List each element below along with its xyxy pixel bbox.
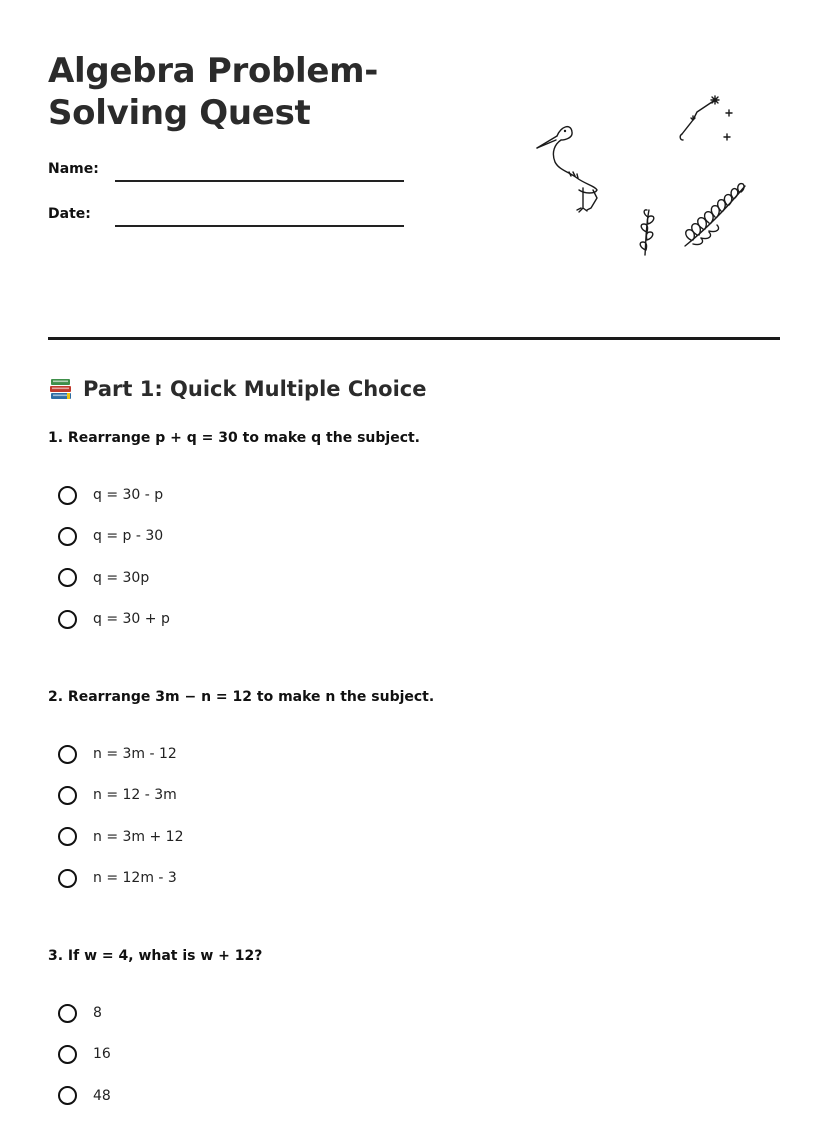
- small-sprig-icon: [640, 210, 654, 255]
- option-label: n = 12 - 3m: [93, 787, 177, 804]
- radio-button[interactable]: [58, 827, 77, 846]
- constellation-icon: [680, 96, 732, 140]
- option-label: q = 30 + p: [93, 611, 170, 628]
- name-input-line[interactable]: [115, 180, 404, 182]
- nature-doodle-illustration: [525, 90, 765, 265]
- radio-button[interactable]: [58, 1045, 77, 1064]
- name-label: Name:: [48, 161, 99, 177]
- question-2: [48, 688, 748, 887]
- question-1: [48, 429, 748, 628]
- radio-button[interactable]: [58, 786, 77, 805]
- option-1d[interactable]: [58, 607, 170, 631]
- question-2-options: [58, 742, 184, 908]
- fern-leaf-icon: [685, 184, 745, 246]
- option-2a[interactable]: [58, 742, 184, 766]
- option-label: 48: [93, 1087, 111, 1104]
- option-label: n = 3m - 12: [93, 746, 177, 762]
- date-input-line[interactable]: [115, 225, 404, 227]
- option-3b[interactable]: [58, 1042, 111, 1066]
- option-2c[interactable]: [58, 825, 184, 849]
- radio-button[interactable]: [58, 527, 77, 546]
- option-label: q = 30 - p: [93, 487, 164, 503]
- option-2d[interactable]: [58, 866, 184, 890]
- part1-heading: [48, 374, 427, 404]
- option-3a[interactable]: [58, 1001, 111, 1025]
- question-3-options: [58, 1001, 111, 1125]
- worksheet-title: Algebra Problem-Solving Quest: [48, 51, 379, 133]
- radio-button[interactable]: [58, 1004, 77, 1023]
- radio-button[interactable]: [58, 568, 77, 587]
- radio-button[interactable]: [58, 610, 77, 629]
- radio-button[interactable]: [58, 1086, 77, 1105]
- date-label: Date:: [48, 206, 91, 222]
- option-label: q = 30p: [93, 569, 150, 586]
- option-label: n = 3m + 12: [93, 828, 184, 845]
- radio-button[interactable]: [58, 869, 77, 888]
- question-1-options: [58, 483, 170, 649]
- option-1b[interactable]: [58, 524, 170, 548]
- name-field-row: [48, 160, 408, 184]
- radio-button[interactable]: [58, 486, 77, 505]
- question-3-text: 3. If w = 4, what is w + 12?: [48, 948, 263, 964]
- question-3: [48, 947, 748, 1104]
- question-1-text: 1. Rearrange p + q = 30 to make q the subject.: [48, 430, 420, 446]
- option-label: 16: [93, 1046, 111, 1063]
- question-2-text: 2. Rearrange 3m − n = 12 to make n the subject.: [48, 689, 435, 705]
- date-field-row: [48, 205, 408, 229]
- option-1c[interactable]: [58, 566, 170, 590]
- books-icon: [48, 376, 74, 402]
- option-2b[interactable]: [58, 783, 184, 807]
- option-label: 8: [93, 1005, 102, 1021]
- radio-button[interactable]: [58, 745, 77, 764]
- option-1a[interactable]: [58, 483, 170, 507]
- option-3c[interactable]: [58, 1084, 111, 1108]
- option-label: n = 12m - 3: [93, 870, 177, 887]
- section-divider: [48, 337, 780, 340]
- part1-heading-text: Part 1: Quick Multiple Choice: [83, 377, 427, 401]
- option-label: q = p - 30: [93, 528, 164, 545]
- heron-icon: [537, 127, 597, 212]
